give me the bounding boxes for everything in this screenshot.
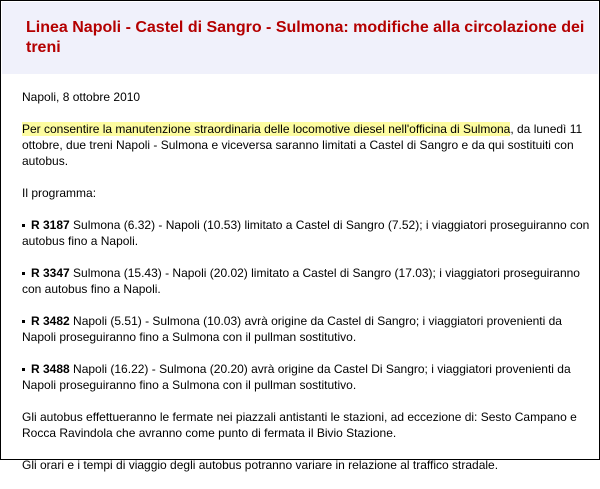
article-body [22,89,592,489]
train-item [22,217,592,249]
bullet-icon [22,320,25,323]
bullet-icon [22,368,25,371]
programma-label: Il programma: [22,186,97,200]
title-header [2,2,598,74]
highlighted-text: Per consentire la manutenzione straordinaria delle locomotive diesel nell'officina di Sulmona [22,122,511,136]
train-description: Napoli (16.22) - Sulmona (20.20) avrà origine da Castel Di Sangro; i viaggiatori provenienti da Napoli proseguiranno fino a Sulmona con il pullman sostitutivo. [22,362,571,392]
bullet-icon [22,224,25,227]
train-code: R 3482 [31,314,70,328]
train-item [22,313,592,345]
bullet-icon [22,272,25,275]
intro-text: , da lunedì 11 ottobre, due treni Napoli - Sulmona e viceversa saranno limitati a Castel di Sangro e da qui sostituiti con autobus. [22,122,583,168]
train-code: R 3488 [31,362,70,376]
train-description: Sulmona (15.43) - Napoli (20.02) limitato a Castel di Sangro (17.03); i viaggiatori proseguiranno con autobus fino a Napoli. [22,266,580,296]
train-code: R 3187 [31,218,70,232]
train-code: R 3347 [31,266,70,280]
train-description: Napoli (5.51) - Sulmona (10.03) avrà origine da Castel di Sangro; i viaggiatori provenienti da Napoli proseguiranno fino a Sulmona con il pullman sostitutivo. [22,314,562,344]
train-item [22,265,592,297]
train-item [22,361,592,393]
intro-paragraph [22,121,592,169]
stops-note: Gli autobus effettueranno le fermate nei piazzali antistanti le stazioni, ad eccezione di: Sesto Campano e Rocca Ravindola che avranno come punto di fermata il Bivio Stazione. [22,410,577,440]
article-date: Napoli, 8 ottobre 2010 [22,90,141,104]
train-description: Sulmona (6.32) - Napoli (10.53) limitato a Castel di Sangro (7.52); i viaggiatori proseguiranno con autobus fino a Napoli. [22,218,590,248]
times-note: Gli orari e i tempi di viaggio degli autobus potranno variare in relazione al traffico stradale. [22,458,499,472]
page-title: Linea Napoli - Castel di Sangro - Sulmona: modifiche alla circolazione dei treni [26,19,585,56]
